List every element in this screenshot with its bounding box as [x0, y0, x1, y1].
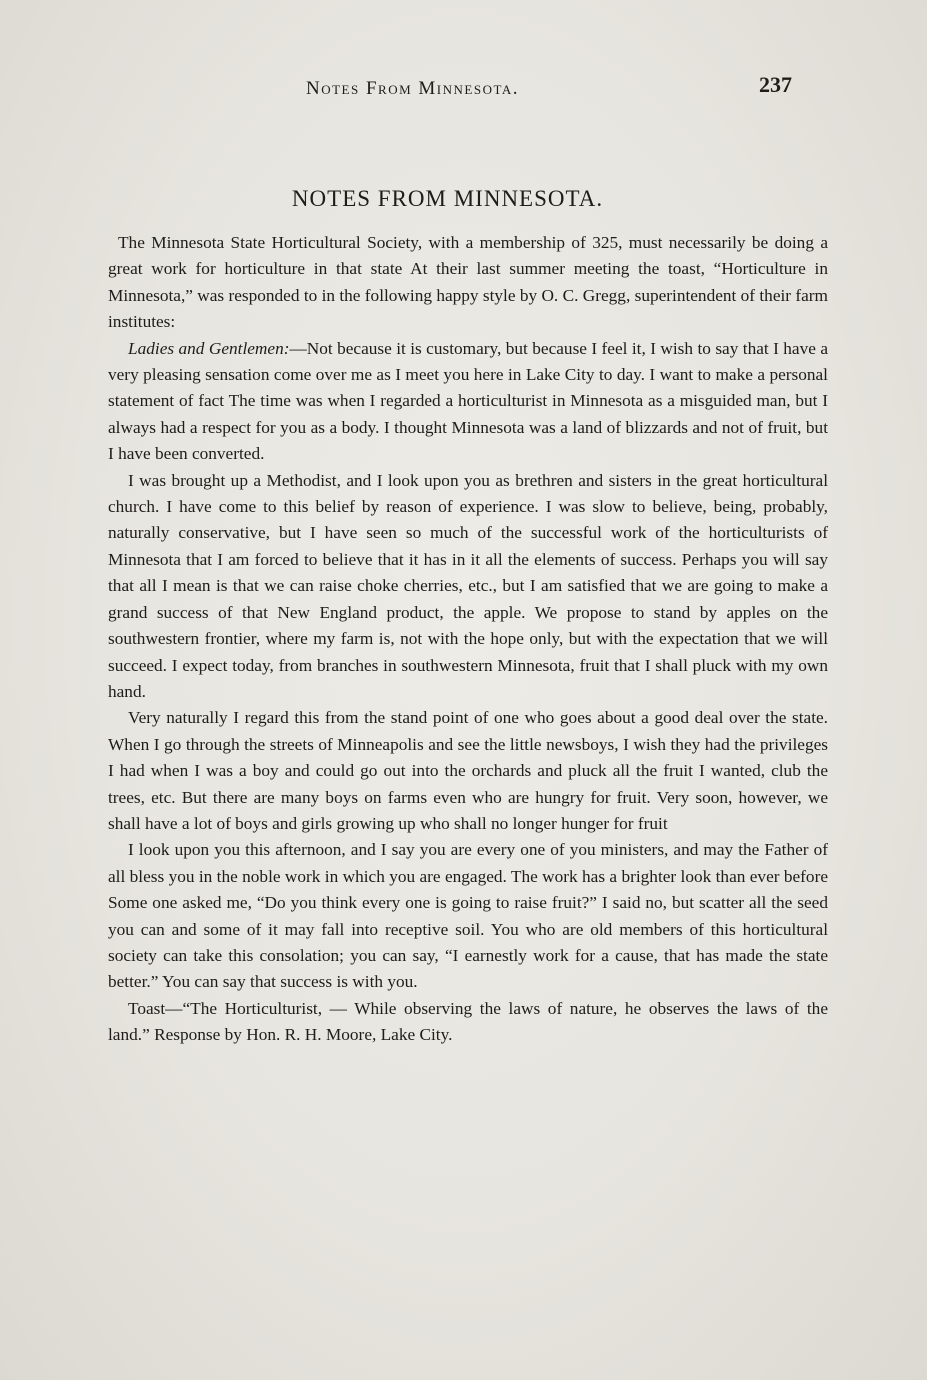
paragraph-text: I look upon you this afternoon, and I say you are every one of you ministers, and may the Father of all bless you in the noble work in which you are engaged. The work has a brighter look than ever before Some one asked me, “Do you think every one is going to raise fruit?” I said no, but scatter all the seed you can and some of it may fall into receptive soil. You who are old members of this horticultural society can take this consolation; you can say, “I earnestly work for a cause, that has made the state better.” You can say that success is with you. — [108, 840, 828, 992]
paragraph-toast — [108, 996, 828, 1049]
paragraph-ministers — [108, 837, 828, 995]
paragraph-intro — [108, 230, 828, 336]
paragraph-methodist — [108, 468, 828, 706]
paragraph-salutation — [108, 336, 828, 468]
paragraph-text: I was brought up a Methodist, and I look upon you as brethren and sisters in the great horticultural church. I have come to this belief by reason of experience. I was slow to believe, being, probably, naturally conservative, but I have seen so much of the successful work of the horticulturists of Minnesota that I am forced to believe that it has in it all the elements of success. Perhaps you will say that all I mean is that we can raise choke cherries, etc., but I am satisfied that we are going to make a grand success of that New England product, the apple. We propose to stand by apples on the southwestern frontier, where my farm is, not with the hope only, but with the expectation that we will succeed. I expect today, from branches in southwestern Minnesota, fruit that I shall pluck with my own hand. — [108, 470, 828, 701]
paragraph-text: Toast—“The Horticulturist, — While observing the laws of nature, he observes the laws of the land.” Response by Hon. R. H. Moore, Lake City. — [108, 998, 828, 1045]
paragraph-text: —Not because it is customary, but because I feel it, I wish to say that I have a very pleasing sensation come over me as I meet you here in Lake City to day. I want to make a personal statement of fact The time was when I regarded a horticulturist in Minnesota as a misguided man, but I always had a respect for you as a body. I thought Minnesota was a land of blizzards and not of fruit, but I have been converted. — [108, 338, 828, 464]
article-body — [108, 230, 828, 1049]
article-title: NOTES FROM MINNESOTA. — [291, 186, 604, 211]
running-head-title: Notes From Minnesota. — [306, 78, 520, 99]
salutation: Ladies and Gentlemen: — [128, 338, 290, 358]
page-number: 237 — [759, 72, 792, 97]
running-head — [0, 72, 927, 102]
paragraph-text: Very naturally I regard this from the stand point of one who goes about a good deal over the state. When I go through the streets of Minneapolis and see the little newsboys, I wish they had the privileges I had when I was a boy and could go out into the orchards and pluck all the fruit I wanted, club the trees, etc. But there are many boys on farms even who are hungry for fruit. Very soon, however, we shall have a lot of boys and girls growing up who shall no longer hunger for fruit — [108, 708, 828, 833]
paragraph-newsboys — [108, 705, 828, 837]
paragraph-text: The Minnesota State Horticultural Society, with a membership of 325, must necessarily be doing a great work for horticulture in that state At their last summer meeting the toast, “Horticulture in Minnesota,” was responded to in the following happy style by O. C. Gregg, superintendent of their farm institutes: — [108, 233, 828, 332]
